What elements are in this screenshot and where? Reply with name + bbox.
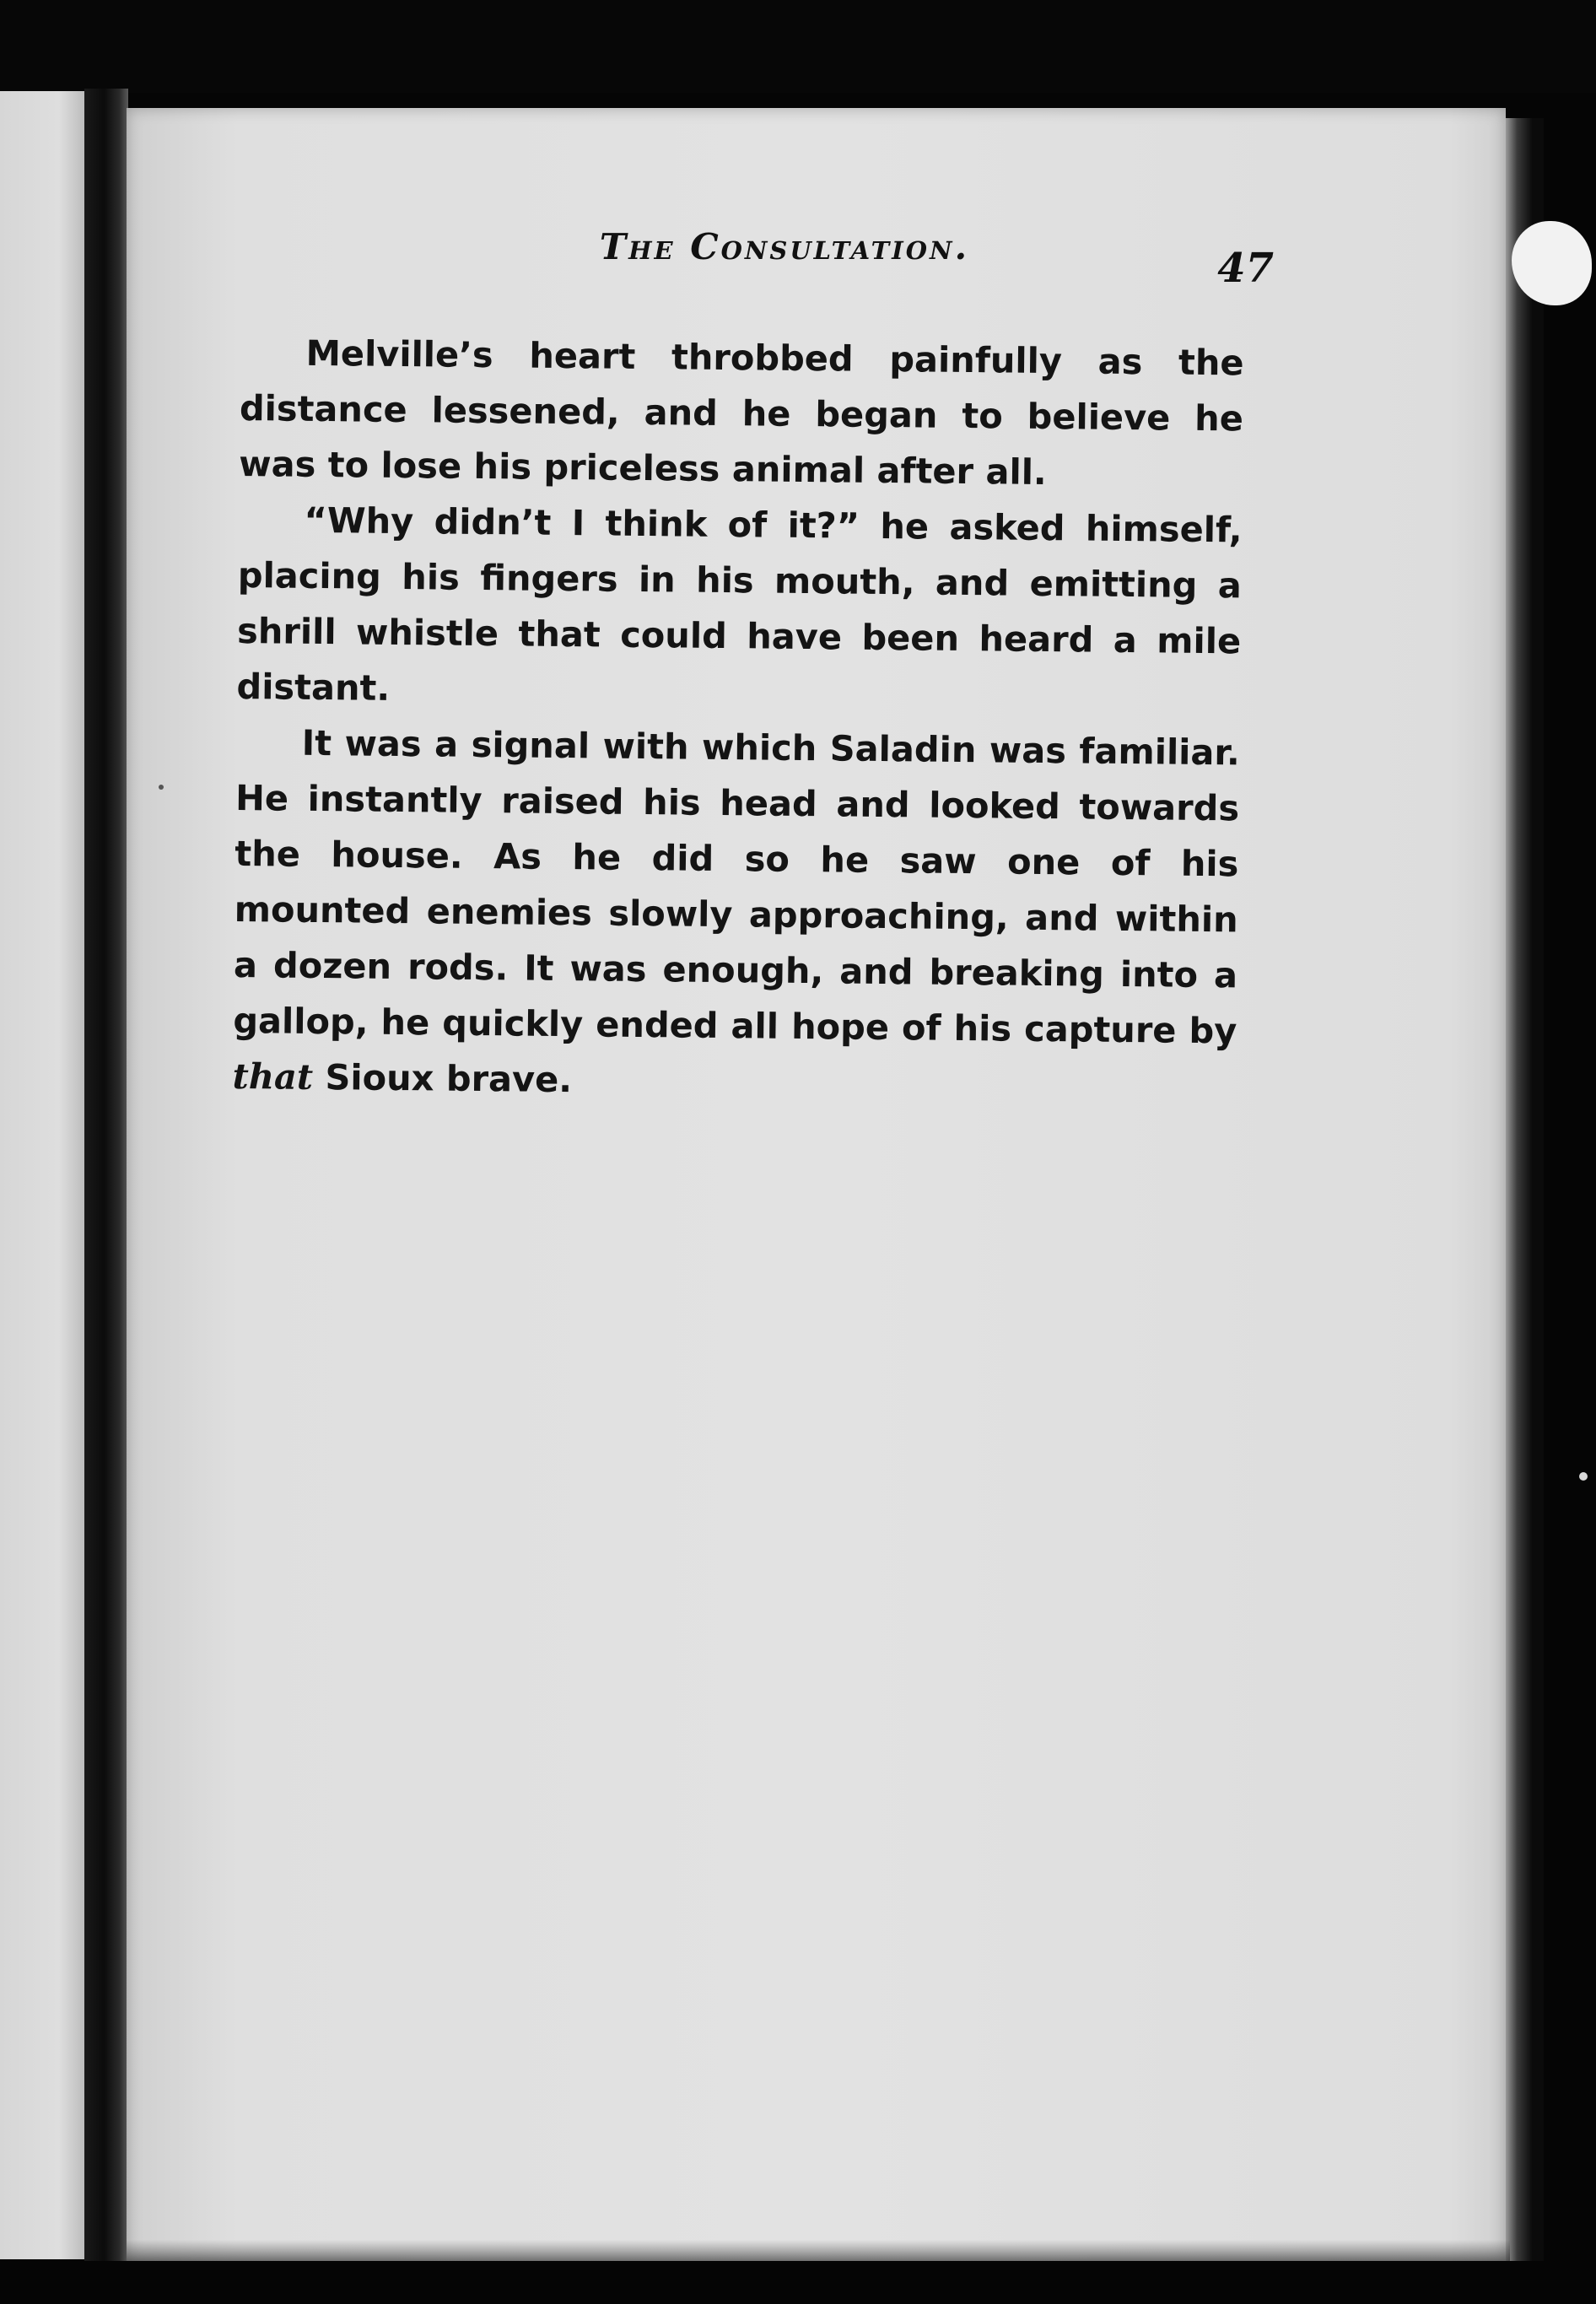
running-head: The Consultation. — [599, 226, 970, 267]
paragraph-text: Melville’s heart throbbed painfully as the distance lessened, and he began to believe he was to lose his priceless animal after all. — [239, 332, 1244, 494]
dust-speck — [159, 785, 164, 790]
page-number: 47 — [1217, 245, 1274, 292]
facing-page-edge — [0, 91, 84, 2259]
emphasized-word: that — [232, 1055, 314, 1098]
paragraph — [232, 715, 1240, 1114]
dust-speck — [1579, 1472, 1588, 1481]
paragraph-text: “Why didn’t I think of it?” he asked himself, placing his fingers in his mouth, and emitting a shrill whistle that could have been heard a mile distant. — [236, 499, 1243, 709]
paragraph-text: It was a signal with which Saladin was familiar. He instantly raised his head and looked towards the house. As he did so he saw one of his mounted enemies slowly approaching, and within a dozen rods. It was enough, and breaking into a gallop, he quickly ended all hope of his capture by — [233, 721, 1241, 1052]
paragraph — [239, 325, 1244, 502]
paragraph — [236, 492, 1243, 725]
book-gutter — [84, 89, 128, 2265]
page-edge-shadow — [1506, 118, 1544, 2261]
body-text — [232, 325, 1244, 1114]
scan-background-bottom — [0, 2261, 1596, 2304]
paragraph-text-end: Sioux brave. — [312, 1055, 573, 1101]
page-bottom-shadow — [127, 2240, 1510, 2262]
scan-background-top — [0, 0, 1596, 93]
